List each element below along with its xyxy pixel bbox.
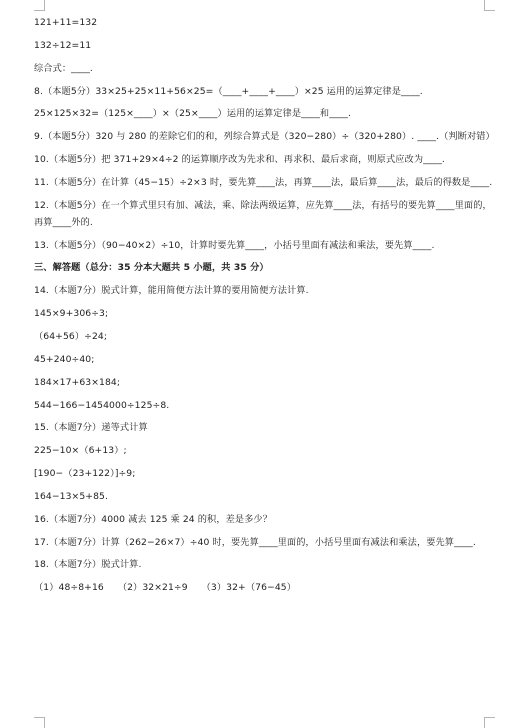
calc-line: 121+11=132 — [34, 17, 98, 28]
combined-formula-prompt: 综合式：____. — [34, 62, 93, 74]
question-13: 13.（本题5分）（90−40×2）÷10，计算时要先算____，小括号里面有减法和乘法，要先算____. — [34, 239, 435, 251]
expression-line: [190−（23+122）]÷9; — [34, 468, 136, 480]
expression-line: 164−13×5+85. — [34, 490, 108, 502]
question-11: 11.（本题5分）在计算（45−15）÷2×3 时，要先算____法，再算____法，最后算____法，最后的得数是____. — [34, 176, 493, 188]
page-corner-bottom-left — [34, 717, 45, 728]
question-8-part-1: 8.（本题5分）33×25+25×11+56×25=（____+____+____）×25 运用的运算定律是____. — [34, 85, 423, 97]
expression-line: 45+240÷40; — [34, 353, 95, 365]
section-heading: 三、解答题（总分：35 分本大题共 5 小题，共 35 分） — [34, 262, 269, 274]
question-17: 17.（本题7分）计算（262−26×7）÷40 时，要先算____里面的，小括号里面有减法和乘法，要先算____. — [34, 536, 476, 548]
expression-line: 544−166−1454000÷125÷8. — [34, 399, 170, 411]
expression-line: 184×17+63×184; — [34, 376, 121, 388]
question-8-part-2: 25×125×32=（125×____）×（25×____）运用的运算定律是____和____. — [34, 108, 351, 120]
question-16: 16.（本题7分）4000 减去 125 乘 24 的积，差是多少？ — [34, 513, 273, 525]
page-corner-bottom-right — [484, 717, 495, 728]
question-10: 10.（本题5分）把 371+29×4÷2 的运算顺序改为先求和、再求积、最后求商，则原式应改为____. — [34, 154, 445, 166]
expression-line: （64+56）÷24; — [34, 330, 108, 342]
document-body — [34, 14, 498, 602]
calc-line: 132÷12=11 — [34, 39, 92, 51]
page-corner-top-right — [484, 0, 495, 11]
question-14: 14.（本题7分）脱式计算，能用简便方法计算的要用简便方法计算. — [34, 285, 309, 297]
question-15: 15.（本题7分）递等式计算 — [34, 422, 148, 434]
page-corner-top-left — [34, 0, 45, 11]
expression-line: 145×9+306÷3; — [34, 308, 109, 320]
expression-line: 225−10×（6+13）; — [34, 445, 127, 457]
question-12: 12.（本题5分）在一个算式里只有加、减法，乘、除法两级运算，应先算____法，有括号的要先算____里面的，再算____外的. — [34, 199, 492, 228]
question-18: 18.（本题7分）脱式计算. — [34, 559, 142, 571]
question-9: 9.（本题5分）320 与 280 的差除它们的和，列综合算式是（320−280）÷（320+280）. ____.（判断对错） — [34, 131, 495, 143]
expression-line: （1）48÷8+16 （2）32×21÷9 （3）32+（76−45） — [34, 582, 296, 594]
